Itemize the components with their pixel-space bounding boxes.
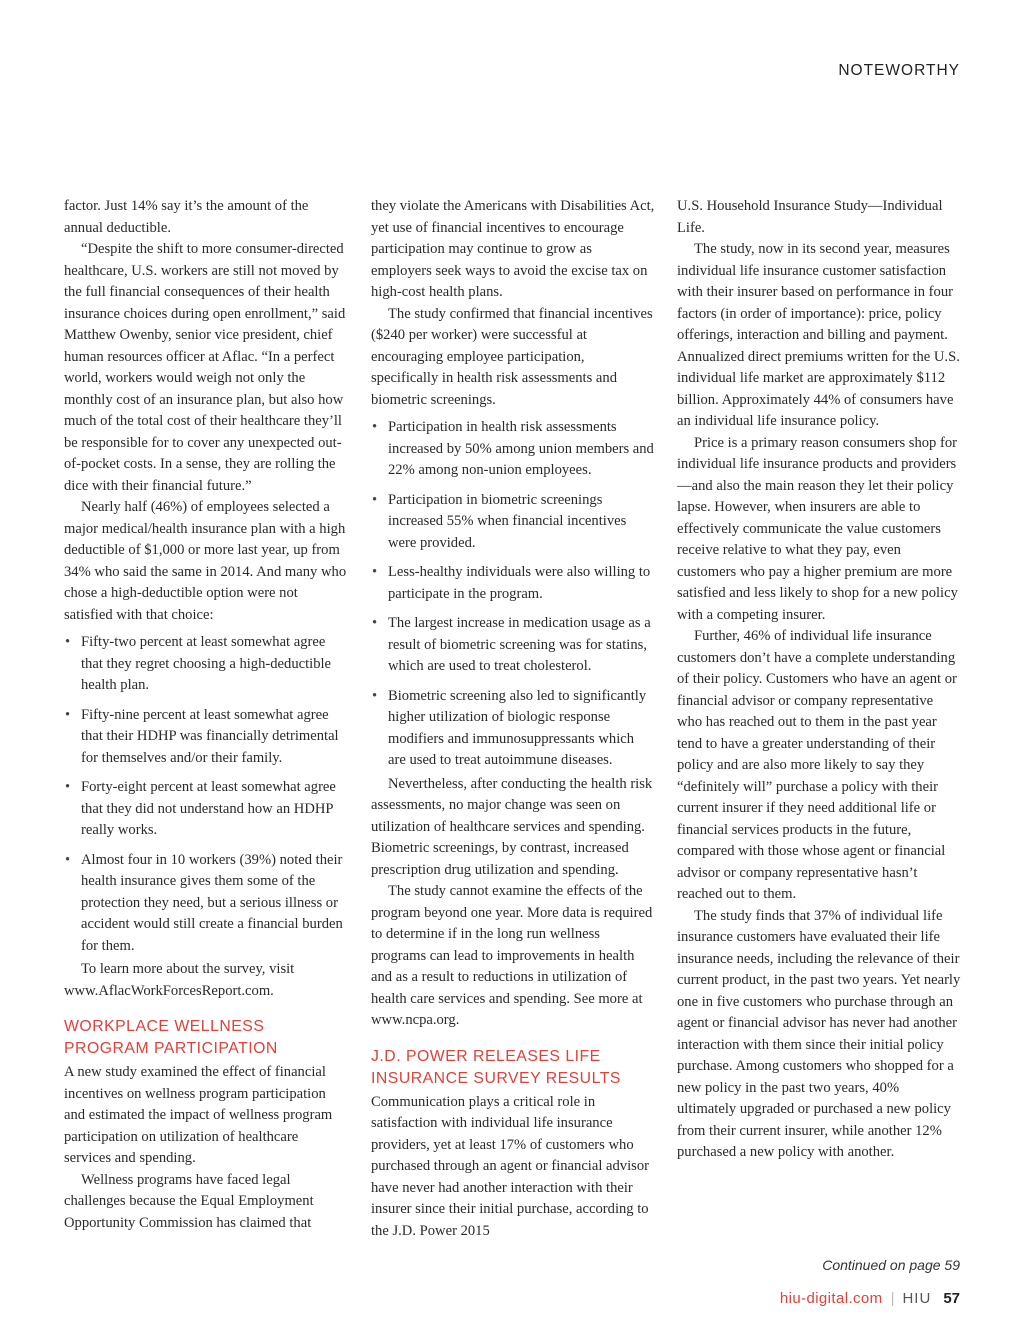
paragraph: The study, now in its second year, measures individual life insurance customer satisfaction with their insurer based on performance in four factors (in order of importance): price, policy offerings, interaction and billing and payment. Annualized direct premiums written for the U.S. individual life market are approximately $112 billion. Approximately 44% of consumers have an individual life insurance policy. — [677, 241, 960, 429]
column-2 — [371, 196, 655, 1242]
paragraph: factor. Just 14% say it’s the amount of the annual deductible. — [64, 198, 309, 236]
list-item: • Fifty-two percent at least somewhat agree that they regret choosing a high-deductible health plan. — [64, 632, 348, 697]
section-label: NOTEWORTHY — [838, 62, 960, 79]
footer-divider: | — [890, 1290, 895, 1307]
paragraph: A new study examined the effect of financial incentives on wellness program participation and estimated the impact of wellness program participation on utilization of healthcare services and spending. — [64, 1064, 333, 1166]
list-item: • Participation in biometric screenings increased 55% when financial incentives were provided. — [371, 490, 655, 555]
paragraph: they violate the Americans with Disabilities Act, yet use of financial incentives to encourage participation may continue to grow as employers seek ways to avoid the excise tax on high-cost health plans. — [371, 198, 655, 300]
paragraph: Communication plays a critical role in satisfaction with individual life insurance providers, yet at least 17% of customers who purchased through an agent or financial advisor have never had another interaction with their insurer since their initial purchase, according to the J.D. Power 2015 — [371, 1093, 649, 1239]
paragraph: To learn more about the survey, visit www.AflacWorkForcesReport.com. — [64, 961, 295, 999]
paragraph: Wellness programs have faced legal challenges because the Equal Employment Opportunity Commission has claimed that — [64, 1171, 314, 1231]
list-item: • Participation in health risk assessments increased by 50% among union members and 22% among non-union employees. — [371, 417, 655, 482]
continued-note: Continued on page 59 — [822, 1257, 960, 1273]
paragraph: The study finds that 37% of individual life insurance customers have evaluated their life insurance needs, including the relevance of their current product, in the past two years. Yet nearly one in five customers who purchase through an agent or financial advisor has never had another interaction with them since their initial policy purchase. Among customers who shopped for a new policy in the past two years, 40% ultimately upgraded or purchased a new policy from their current insurer, while another 12% purchased a new policy with another. — [677, 907, 961, 1160]
paragraph: “Despite the shift to more consumer-directed healthcare, U.S. workers are still not moved by the full financial consequences of their health insurance choices during open enrollment,” said Matthew Owenby, senior vice president, chief human resources officer at Aflac. “In a perfect world, workers would weigh not only the monthly cost of an insurance plan, but also how much of the total cost of their healthcare they’ll be responsible for to cover any unexpected out-of-pocket costs. In a sense, they are rolling the dice with their financial future.” — [64, 241, 346, 494]
bullet-list — [371, 417, 655, 772]
section-heading: WORKPLACE WELLNESS PROGRAM PARTICIPATION — [64, 1018, 278, 1057]
paragraph: The study cannot examine the effects of the program beyond one year. More data is required to determine if in the long run wellness programs can lead to improvements in health and as a result to reductions in utilization of health care services and spending. See more at www.ncpa.org. — [371, 883, 653, 1028]
list-item: • Forty-eight percent at least somewhat agree that they did not understand how an HDHP really works. — [64, 777, 348, 842]
paragraph: The study confirmed that financial incentives ($240 per worker) were successful at encouraging employee participation, specifically in health risk assessments and biometric screenings. — [371, 305, 653, 408]
list-item: • Biometric screening also led to significantly higher utilization of biologic response modifiers and immunosuppressants which are used to treat autoimmune diseases. — [371, 686, 655, 772]
paragraph: Nevertheless, after conducting the health risk assessments, no major change was seen on utilization of healthcare services and spending. Biometric screenings, by contrast, increased prescription drug utilization and spending. — [371, 775, 653, 878]
list-item: • Almost four in 10 workers (39%) noted their health insurance gives them some of the protection they need, but a serious illness or accident would still create a financial burden for them. — [64, 850, 348, 958]
list-item: • The largest increase in medication usage as a result of biometric screening was for statins, which are used to treat cholesterol. — [371, 613, 655, 678]
footer-magazine: HIU — [902, 1290, 932, 1307]
footer-site-link[interactable]: hiu-digital.com — [779, 1290, 883, 1307]
paragraph: Nearly half (46%) of employees selected a major medical/health insurance plan with a high deductible of $1,000 or more last year, up from 34% who said the same in 2014. And many who chose a high-deductible option were not satisfied with that choice: — [64, 499, 347, 623]
bullet-list — [64, 632, 348, 957]
page-number: 57 — [943, 1290, 960, 1307]
list-item: • Fifty-nine percent at least somewhat agree that their HDHP was financially detrimental for themselves and/or their family. — [64, 705, 348, 770]
list-item: • Less-healthy individuals were also willing to participate in the program. — [371, 562, 655, 605]
paragraph: Price is a primary reason consumers shop for individual life insurance products and providers—and also the main reason they let their policy lapse. However, when insurers are able to effectively communicate the value customers receive relative to what they pay, even customers who pay a higher premium are more satisfied and less likely to shop for a new policy with a competing insurer. — [677, 434, 958, 623]
page-footer — [780, 1290, 960, 1307]
paragraph: U.S. Household Insurance Study—Individual Life. — [677, 198, 943, 236]
paragraph: Further, 46% of individual life insurance customers don’t have a complete understanding of their policy. Customers who have an agent or financial advisor or company representative who has reached out to them in the past year tend to have a greater understanding of their policy and are also more likely to say they “definitely will” purchase a policy with their current insurer if they need additional life or financial services products in the future, compared with those whose agent or financial advisor or company representative hasn’t reached out to them. — [677, 628, 957, 902]
column-3 — [677, 196, 961, 1164]
column-1 — [64, 196, 348, 1234]
section-heading: J.D. POWER RELEASES LIFE INSURANCE SURVEY RESULTS — [371, 1047, 621, 1087]
